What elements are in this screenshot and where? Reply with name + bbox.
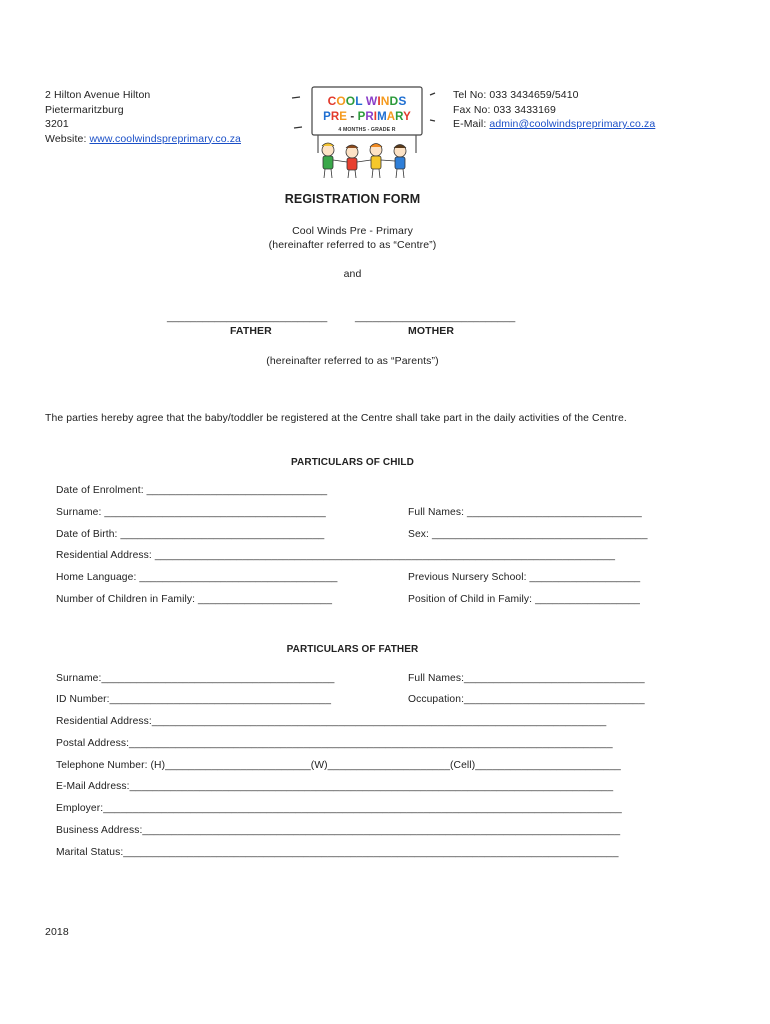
email-line [453,117,655,132]
website-label: Website: [45,132,90,145]
previous-nursery-field[interactable]: Previous Nursery School: ___________________ [408,572,641,583]
father-section-heading: PARTICULARS OF FATHER [286,644,419,655]
centre-reference: (hereinafter referred to as “Centre”) [268,239,437,251]
father-label: FATHER [230,325,272,337]
child-section-heading: PARTICULARS OF CHILD [291,457,414,468]
child-residential-address-field[interactable]: Residential Address: _______________________________________________________________________________ [56,550,616,561]
father-telephone-field[interactable]: Telephone Number: (H)_________________________(W)_____________________(Cell)_________________________ [56,760,621,771]
father-blank-line[interactable]: ___________________________ [167,311,328,323]
email-label: E-Mail: [453,118,490,130]
address-line-3: 3201 [45,118,69,130]
email-link[interactable]: admin@coolwindspreprimary.co.za [489,118,656,130]
father-residential-address-field[interactable]: Residential Address:______________________________________________________________________________ [56,716,607,727]
school-logo [288,78,438,183]
father-employer-field[interactable]: Employer:_________________________________________________________________________________________ [56,803,622,814]
father-occupation-field[interactable]: Occupation:_______________________________ [408,694,645,705]
centre-name: Cool Winds Pre - Primary [292,225,413,237]
form-title: REGISTRATION FORM [284,192,421,206]
form-year: 2018 [45,926,69,938]
number-of-children-field[interactable]: Number of Children in Family: _______________________ [56,594,333,605]
father-postal-address-field[interactable]: Postal Address:___________________________________________________________________________________ [56,738,613,749]
svg-text:4 MONTHS - GRADE R: 4 MONTHS - GRADE R [338,127,396,133]
address-line-1: 2 Hilton Avenue Hilton [45,89,151,101]
sex-field[interactable]: Sex: _____________________________________ [408,529,648,540]
fax-number: Fax No: 033 3433169 [453,103,556,116]
svg-text:COOL WINDS: COOL WINDS [327,94,407,108]
father-full-names-field[interactable]: Full Names:_______________________________ [408,673,645,684]
father-business-address-field[interactable]: Business Address:__________________________________________________________________________________ [56,825,621,836]
home-language-field[interactable]: Home Language: __________________________________ [56,572,338,583]
school-address [45,88,241,146]
father-marital-status-field[interactable]: Marital Status:_____________________________________________________________________________________ [56,847,619,858]
svg-text:PRE - PRIMARY: PRE - PRIMARY [323,111,411,123]
mother-label: MOTHER [408,325,455,337]
and-text: and [343,268,362,280]
tel-number: Tel No: 033 3434659/5410 [453,89,579,101]
date-of-birth-field[interactable]: Date of Birth: ___________________________________ [56,529,325,540]
child-full-names-field[interactable]: Full Names: ______________________________ [408,507,642,518]
date-of-enrolment-field[interactable]: Date of Enrolment: _______________________________ [56,485,328,496]
position-of-child-field[interactable]: Position of Child in Family: __________________ [408,594,640,605]
parents-reference: (hereinafter referred to as “Parents”) [266,355,439,367]
father-id-number-field[interactable]: ID Number:______________________________________ [56,694,332,705]
website-line [45,132,241,147]
father-surname-field[interactable]: Surname:________________________________________ [56,673,335,684]
address-line-2: Pietermaritzburg [45,103,124,116]
father-email-field[interactable]: E-Mail Address:___________________________________________________________________________________ [56,781,614,792]
agreement-text: The parties hereby agree that the baby/toddler be registered at the Centre shall take part in the daily activities of the Centre. [45,413,627,424]
website-link[interactable]: www.coolwindspreprimary.co.za [89,132,241,145]
school-contact [453,88,655,132]
logo-graphic [288,78,438,183]
mother-blank-line[interactable]: ___________________________ [355,311,516,323]
child-surname-field[interactable]: Surname: ______________________________________ [56,507,326,518]
